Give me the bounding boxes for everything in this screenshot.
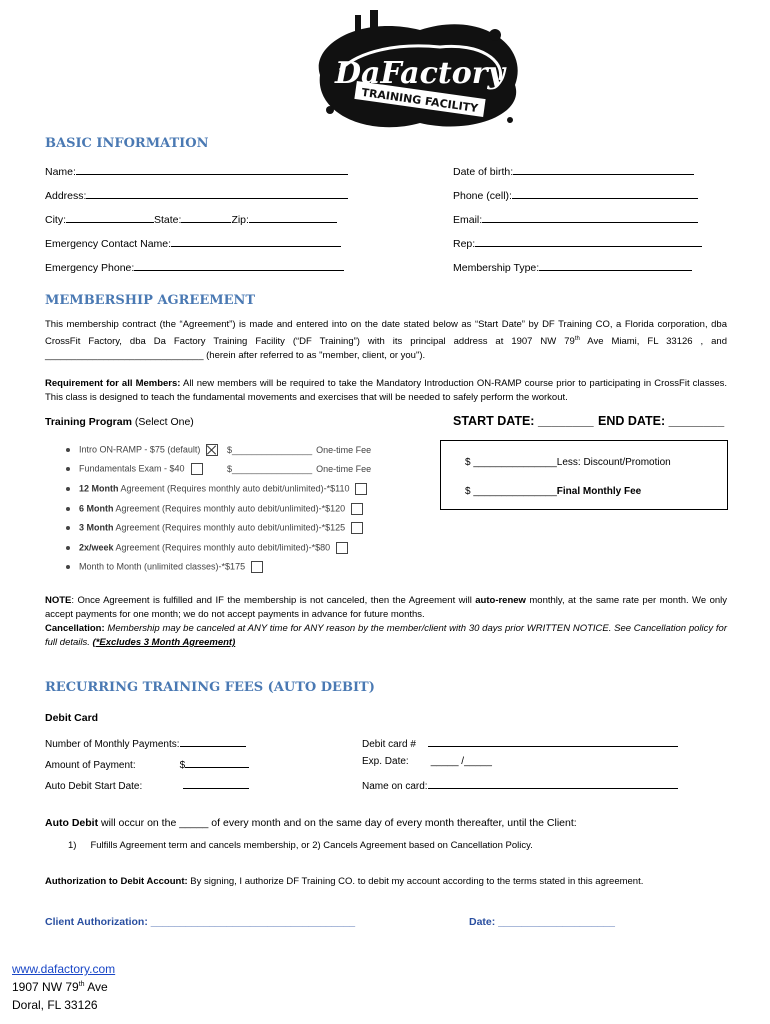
- membership-agreement-heading: MEMBERSHIP AGREEMENT: [45, 293, 256, 308]
- footer-address-line1: 1907 NW 79th Ave: [12, 980, 108, 994]
- program-option: [66, 561, 263, 573]
- program-label: Agreement (Requires monthly auto debit/unlimited)-*$120: [113, 503, 346, 514]
- discount-row[interactable]: $ _______________Less: Discount/Promotion: [465, 457, 671, 468]
- city-state-zip-field[interactable]: [45, 211, 337, 226]
- debit-start-field[interactable]: Auto Debit Start Date:: [45, 777, 249, 792]
- intro-fee[interactable]: $________________ One-time Fee: [227, 445, 372, 455]
- phone-field[interactable]: [453, 187, 698, 202]
- dob-label: Date of birth:: [453, 166, 514, 178]
- bullet-icon: [66, 448, 70, 452]
- emergency-phone-label: Emergency Phone:: [45, 262, 135, 274]
- program-label: Fundamentals Exam - $40: [79, 463, 185, 474]
- membership-type-field[interactable]: [453, 259, 692, 274]
- program-term: 3 Month: [79, 522, 114, 533]
- program-term: 12 Month: [79, 483, 119, 494]
- program-checkbox[interactable]: [206, 444, 218, 456]
- bullet-icon: [66, 526, 70, 530]
- program-checkbox[interactable]: [191, 463, 203, 475]
- footer-address-line2: Doral, FL 33126: [12, 998, 98, 1012]
- name-on-card-field[interactable]: Name on card:: [362, 777, 678, 792]
- name-label: Name:: [45, 166, 76, 178]
- program-label: Agreement (Requires monthly auto debit/unlimited)-*$110: [118, 483, 350, 494]
- basic-info-heading: BASIC INFORMATION: [45, 136, 209, 151]
- program-label: Agreement (Requires monthly auto debit/limited)-*$80: [113, 542, 331, 553]
- client-authorization-signature[interactable]: Client Authorization: ___________________________________: [45, 916, 356, 928]
- rep-field[interactable]: [453, 235, 702, 250]
- amount-field[interactable]: Amount of Payment: $: [45, 756, 249, 771]
- end-date[interactable]: END DATE: ________: [598, 414, 725, 428]
- card-number-field[interactable]: Debit card #: [362, 735, 678, 750]
- city-label: City:: [45, 214, 66, 226]
- cancel-conditions: 1) Fulfills Agreement term and cancels membership, or 2) Cancels Agreement based on Cancellation Policy.: [68, 840, 533, 851]
- num-payments-field[interactable]: Number of Monthly Payments:: [45, 735, 246, 750]
- program-checkbox[interactable]: [251, 561, 263, 573]
- program-checkbox[interactable]: [351, 503, 363, 515]
- program-option: [66, 503, 363, 515]
- bullet-icon: [66, 546, 70, 550]
- program-checkbox[interactable]: [351, 522, 363, 534]
- authorization-text: Authorization to Debit Account: By signing, I authorize DF Training CO. to debit my account according to the terms stated in this agreement.: [45, 876, 644, 887]
- note-paragraph: NOTE: Once Agreement is fulfilled and IF the membership is not canceled, then the Agreement will auto-renew monthly, at the same rate per month. We only accept payments for one month; we do not accept payments in advance for future months. Cancellation: Membership may be canceled at ANY time for ANY reason by the member/client with 30 days prior WRITTEN NOTICE. See Cancellation policy for full details. (*Excludes 3 Month Agreement): [45, 595, 727, 648]
- program-term: 6 Month: [79, 503, 114, 514]
- bullet-icon: [66, 467, 70, 471]
- program-option: [66, 463, 203, 475]
- bullet-icon: [66, 507, 70, 511]
- requirement-paragraph: Requirement for all Members: All new members will be required to take the Mandatory Introduction ON-RAMP course prior to participating in CrossFit classes. This class is designed to teach the fundamental movements and exercises that will be needed to safely perform the workout.: [45, 378, 727, 403]
- exp-date-field[interactable]: Exp. Date: _____ /_____: [362, 756, 492, 767]
- state-label: State:: [154, 214, 182, 226]
- agreement-paragraph: This membership contract (the “Agreement”) is made and entered into on the date stated below as “Start Date” by DF Training CO, a Florida corporation, dba CrossFit Factory, dba Da Factory Training Facility (“DF Training”) with its principal address at 1907 NW 79th Ave Miami, FL 33126 , and ______________________________ (herein after referred to as "member, client, or you").: [45, 319, 727, 362]
- address-field[interactable]: [45, 187, 348, 202]
- program-checkbox[interactable]: [355, 483, 367, 495]
- program-label: Month to Month (unlimited classes)-*$175: [79, 561, 246, 572]
- program-option: [66, 522, 363, 534]
- training-program-label: Training Program (Select One): [45, 416, 194, 428]
- emergency-contact-label: Emergency Contact Name:: [45, 238, 172, 250]
- bullet-icon: [66, 565, 70, 569]
- logo-wordmark: DaFactory: [335, 56, 505, 91]
- emergency-contact-field[interactable]: [45, 235, 341, 250]
- recurring-fees-heading: RECURRING TRAINING FEES (AUTO DEBIT): [45, 680, 375, 695]
- bullet-icon: [66, 487, 70, 491]
- name-field[interactable]: [45, 163, 348, 178]
- logo-tagline: TRAINING FACILITY: [360, 85, 479, 116]
- final-fee-row[interactable]: $ _______________Final Monthly Fee: [465, 486, 642, 497]
- program-checkbox[interactable]: [336, 542, 348, 554]
- program-option: [66, 444, 218, 456]
- fundamentals-fee[interactable]: $________________ One-time Fee: [227, 464, 372, 474]
- rep-label: Rep:: [453, 238, 476, 250]
- emergency-phone-field[interactable]: [45, 259, 344, 274]
- email-field[interactable]: [453, 211, 698, 226]
- membership-type-label: Membership Type:: [453, 262, 540, 274]
- phone-label: Phone (cell):: [453, 190, 512, 202]
- program-label: Intro ON-RAMP - $75 (default): [79, 444, 201, 455]
- website-link[interactable]: www.dafactory.com: [12, 962, 116, 976]
- dafactory-logo: [300, 5, 540, 140]
- fee-summary-box: [440, 440, 728, 510]
- zip-label: Zip:: [231, 214, 249, 226]
- auto-debit-text: Auto Debit will occur on the _____ of every month and on the same day of every month thereafter, until the Client:: [45, 817, 577, 829]
- program-option: [66, 483, 367, 495]
- authorization-date[interactable]: Date: ____________________: [469, 916, 615, 928]
- dob-field[interactable]: [453, 163, 694, 178]
- email-label: Email:: [453, 214, 483, 226]
- start-date[interactable]: START DATE: ________: [453, 414, 594, 428]
- address-label: Address:: [45, 190, 87, 202]
- debit-card-label: Debit Card: [45, 712, 99, 724]
- program-term: 2x/week: [79, 542, 114, 553]
- program-option: [66, 542, 348, 554]
- program-label: Agreement (Requires monthly auto debit/unlimited)-*$125: [113, 522, 346, 533]
